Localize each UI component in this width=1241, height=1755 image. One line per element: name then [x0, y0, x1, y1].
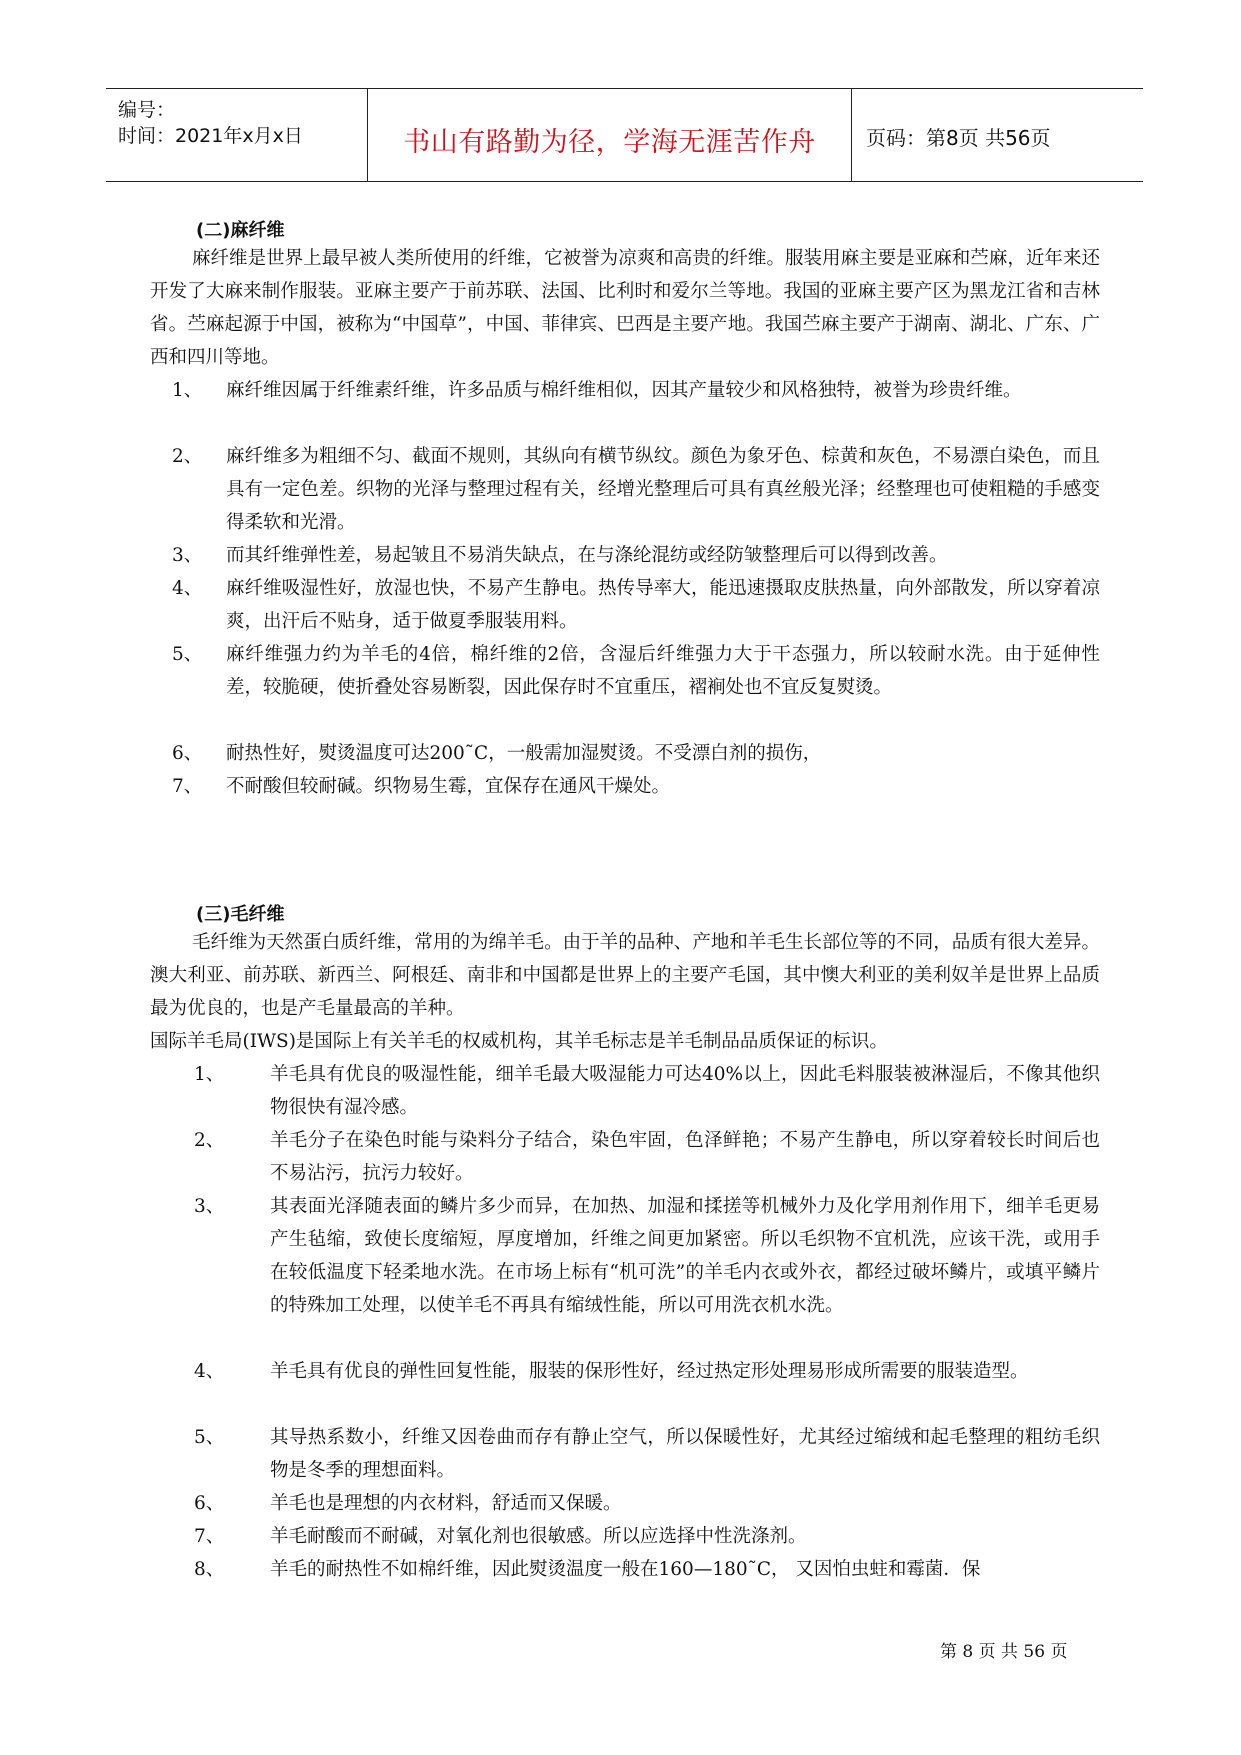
list-item-text: 羊毛耐酸而不耐碱，对氧化剂也很敏感。所以应选择中性洗涤剂。: [270, 1526, 807, 1547]
list-item-text: 羊毛分子在染色时能与染料分子结合，染色牢固，色泽鲜艳；不易产生静电，所以穿着较长时间后也不易沾污，抗污力较好。: [270, 1130, 1100, 1184]
list-item: [172, 374, 1100, 440]
list-item: [194, 1421, 1100, 1487]
list-item-number: 6、: [194, 1493, 225, 1514]
list-item-text: 而其纤维弹性差，易起皱且不易消失缺点，在与涤纶混纺或经防皱整理后可以得到改善。: [226, 545, 948, 566]
list-item: [172, 770, 1100, 803]
list-item-number: 6、: [172, 743, 203, 764]
list-item-number: 3、: [172, 545, 203, 566]
list-item-number: 7、: [172, 776, 203, 797]
list-item: [172, 572, 1100, 638]
section-intro-hemp: 麻纤维是世界上最早被人类所使用的纤维，它被誉为凉爽和高贵的纤维。服装用麻主要是亚麻和苎麻，近年来还开发了大麻来制作服装。亚麻主要产于前苏联、法国、比利时和爱尔兰等地。我国的亚麻主要产区为黑龙江省和吉林省。苎麻起源于中国，被称为“中国草”，中国、菲律宾、巴西是主要产地。我国苎麻主要产于湖南、湖北、广东、广西和四川等地。: [150, 248, 1100, 368]
list-item: [172, 539, 1100, 572]
list-item-text: 羊毛具有优良的吸湿性能，细羊毛最大吸湿能力可达40%以上，因此毛料服装被淋湿后，不像其他织物很快有湿冷感。: [270, 1064, 1100, 1118]
list-item-number: 1、: [194, 1064, 225, 1085]
list-item-text: 麻纤维吸湿性好，放湿也快，不易产生静电。热传导率大，能迅速摄取皮肤热量，向外部散发，所以穿着凉爽，出汗后不贴身，适于做夏季服装用料。: [226, 578, 1100, 632]
list-item-text: 羊毛具有优良的弹性回复性能，服装的保形性好，经过热定形处理易形成所需要的服装造型。: [270, 1361, 1029, 1382]
section-title-hemp: (二)麻纤维: [196, 220, 285, 241]
header-right-cell: [852, 89, 1143, 181]
list-item-text: 不耐酸但较耐碱。织物易生霉，宜保存在通风干燥处。: [226, 776, 671, 797]
list-item-number: 5、: [172, 644, 203, 665]
list-item-text: 羊毛也是理想的内衣材料，舒适而又保暖。: [270, 1493, 622, 1514]
list-item-number: 2、: [172, 446, 203, 467]
list-item-number: 7、: [194, 1526, 225, 1547]
page-footer: 第 8 页 共 56 页: [940, 1642, 1068, 1662]
list-item: [194, 1520, 1100, 1553]
list-item: [194, 1553, 1100, 1586]
list-item-number: 4、: [194, 1361, 225, 1382]
list-item-text: 羊毛的耐热性不如棉纤维，因此熨烫温度一般在160—180˜C， 又因怕虫蛀和霉菌．保: [270, 1559, 981, 1580]
list-item: [194, 1058, 1100, 1124]
section-intro-wool-iws: 国际羊毛局(IWS)是国际上有关羊毛的权威机构，其羊毛标志是羊毛制品品质保证的标识。: [150, 1031, 888, 1052]
header-motto: 书山有路勤为径，学海无涯苦作舟: [403, 127, 816, 158]
list-item-text: 麻纤维强力约为羊毛的4倍，棉纤维的2倍，含湿后纤维强力大于干态强力，所以较耐水洗。由于延伸性差，较脆硬，使折叠处容易断裂，因此保存时不宜重压，褶裥处也不宜反复熨烫。: [226, 644, 1100, 698]
list-item-number: 3、: [194, 1196, 225, 1217]
list-item: [194, 1190, 1100, 1355]
list-item-text: 耐热性好，熨烫温度可达200˜C，一般需加湿熨烫。不受漂白剂的损伤，: [226, 743, 822, 764]
list-item: [172, 638, 1100, 737]
list-item: [172, 737, 1100, 770]
header-motto-cell: [368, 89, 852, 181]
list-item: [194, 1124, 1100, 1190]
list-item-text: 其导热系数小，纤维又因卷曲而存有静止空气，所以保暖性好，尤其经过缩绒和起毛整理的粗纺毛织物是冬季的理想面料。: [270, 1427, 1100, 1481]
list-item: [194, 1487, 1100, 1520]
section-title-wool: (三)毛纤维: [196, 904, 285, 925]
list-item-number: 5、: [194, 1427, 225, 1448]
list-item-text: 其表面光泽随表面的鳞片多少而异，在加热、加湿和揉搓等机械外力及化学用剂作用下，细羊毛更易产生毡缩，致使长度缩短，厚度增加，纤维之间更加紧密。所以毛织物不宜机洗，应该干洗，或用手在较低温度下轻柔地水洗。在市场上标有“机可洗”的羊毛内衣或外衣，都经过破坏鳞片，或填平鳞片的特殊加工处理，以使羊毛不再具有缩绒性能，所以可用洗衣机水洗。: [270, 1196, 1100, 1316]
page-number-label: 页码：第8页 共56页: [866, 126, 1051, 150]
document-number-label: 编号：: [118, 99, 176, 121]
header-left-cell: [106, 89, 368, 181]
list-item-number: 8、: [194, 1559, 225, 1580]
list-item-number: 2、: [194, 1130, 225, 1151]
page-header: [106, 88, 1143, 182]
list-item-text: 麻纤维因属于纤维素纤维，许多品质与棉纤维相似，因其产量较少和风格独特，被誉为珍贵纤维。: [226, 380, 1022, 401]
document-time-label: 时间：2021年x月x日: [118, 125, 303, 147]
list-item: [172, 440, 1100, 539]
list-item: [194, 1355, 1100, 1421]
list-item-number: 4、: [172, 578, 203, 599]
section-intro-wool: 毛纤维为天然蛋白质纤维，常用的为绵羊毛。由于羊的品种、产地和羊毛生长部位等的不同，品质有很大差异。澳大利亚、前苏联、新西兰、阿根廷、南非和中国都是世界上的主要产毛国，其中懊大利亚的美利奴羊是世界上品质最为优良的，也是产毛量最高的羊种。: [150, 932, 1100, 1019]
list-item-number: 1、: [172, 380, 203, 401]
list-item-text: 麻纤维多为粗细不匀、截面不规则，其纵向有横节纵纹。颜色为象牙色、棕黄和灰色，不易漂白染色，而且具有一定色差。织物的光泽与整理过程有关，经增光整理后可具有真丝般光泽；经整理也可使粗糙的手感变得柔软和光滑。: [226, 446, 1100, 533]
